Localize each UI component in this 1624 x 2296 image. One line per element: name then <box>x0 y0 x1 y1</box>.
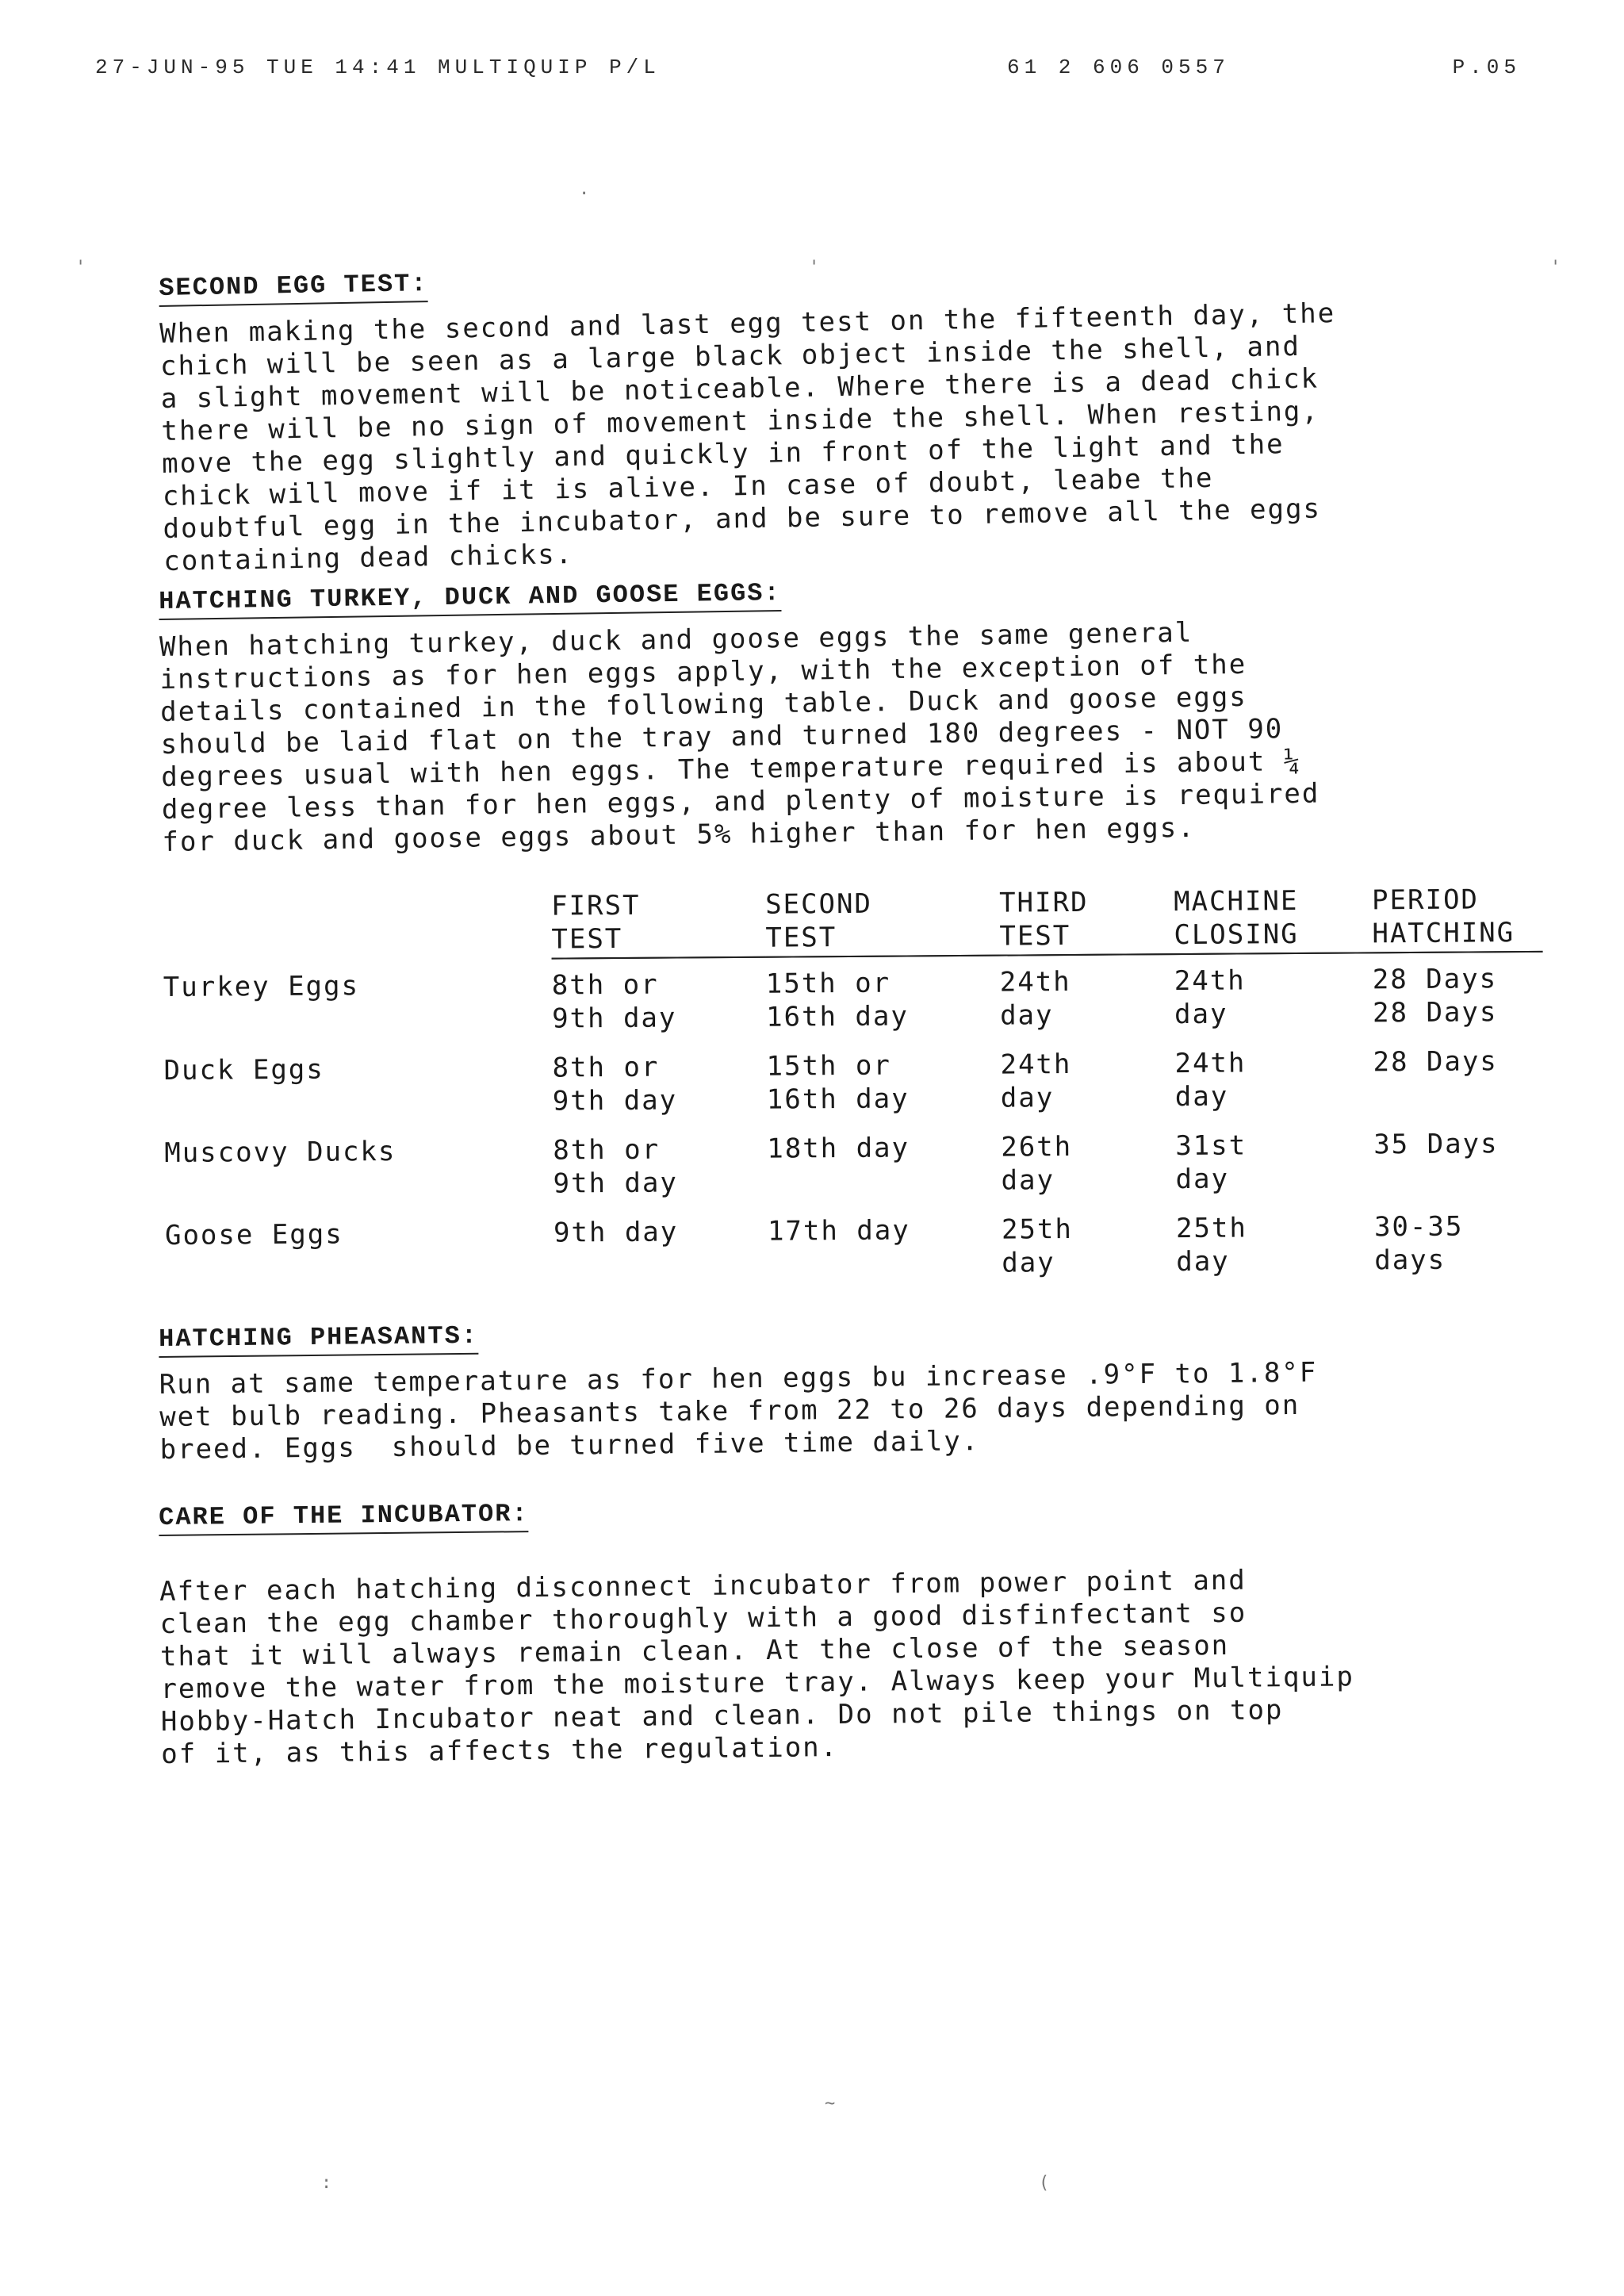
row-name: Duck Eggs <box>163 1053 324 1087</box>
period-hatching-cell: 28 Days <box>1373 1045 1498 1079</box>
table-header-cell: MACHINE CLOSING <box>1174 884 1373 954</box>
scan-speck: : <box>321 2173 332 2193</box>
first-test-cell: 8th or 9th day <box>552 1051 678 1117</box>
period-hatching-cell: 35 Days <box>1373 1128 1499 1161</box>
scan-speck: · <box>579 184 590 204</box>
scan-speck: ' <box>809 258 820 278</box>
third-test-cell: 26th day <box>1001 1130 1073 1197</box>
first-test-cell: 9th day <box>553 1216 679 1249</box>
egg-schedule-table <box>163 883 1545 1292</box>
scan-speck: ' <box>75 258 86 278</box>
third-test-cell: 25th day <box>1001 1213 1074 1279</box>
scan-speck: ' <box>1550 258 1561 278</box>
table-header-cell: PERIOD HATCHING <box>1372 883 1543 953</box>
table-header-cell: THIRD TEST <box>999 885 1174 956</box>
fax-header <box>95 56 1521 87</box>
egg-schedule-table-wrap <box>163 883 1545 1292</box>
table-row <box>165 1200 1545 1292</box>
row-name: Turkey Eggs <box>163 970 360 1003</box>
machine-closing-cell: 24th day <box>1174 1047 1247 1114</box>
section-heading: SECOND EGG TEST: <box>159 269 428 307</box>
section-second-egg-test <box>159 251 1464 578</box>
fax-page-number: P.05 <box>1452 56 1521 79</box>
scan-speck: ~ <box>825 2094 836 2114</box>
second-test-cell: 18th day <box>767 1132 910 1165</box>
table-row <box>163 1035 1544 1127</box>
machine-closing-cell: 31st day <box>1175 1129 1247 1196</box>
section-heading: CARE OF THE INCUBATOR: <box>159 1499 529 1536</box>
section-body: When making the second and last egg test on the fifteenth day, the chich will be seen as a large black object inside the shell, and a slight movement will be noticeable. Where there is a dead chick there will be no sign of movement inside the shell. When resting, move the egg slightly and quickly in front of the light and the chick will move if it is alive. In case of doubt, leabe the doubtful egg in the incubator, and be sure to remove all the eggs containing dead chicks. <box>159 297 1336 577</box>
section-heading: HATCHING TURKEY, DUCK AND GOOSE EGGS: <box>159 578 781 620</box>
table-header-cell: SECOND TEST <box>765 887 1000 957</box>
third-test-cell: 24th day <box>1000 1048 1072 1114</box>
table-header-cell: FIRST TEST <box>551 888 766 959</box>
table-row <box>163 952 1544 1045</box>
table-header-blank <box>163 890 552 961</box>
table-header-row <box>163 883 1543 961</box>
first-test-cell: 8th or 9th day <box>553 1133 679 1200</box>
machine-closing-cell: 24th day <box>1174 964 1246 1031</box>
period-hatching-cell: 28 Days 28 Days <box>1372 963 1498 1029</box>
scan-speck: ( <box>1039 2173 1050 2193</box>
section-heading: HATCHING PHEASANTS: <box>159 1321 478 1358</box>
fax-date-time: 27-JUN-95 TUE 14:41 MULTIQUIP P/L <box>95 56 661 79</box>
table-row <box>164 1117 1545 1209</box>
second-test-cell: 17th day <box>767 1214 910 1248</box>
fax-phone: 61 2 606 0557 <box>1007 56 1230 79</box>
row-name: Muscovy Ducks <box>164 1135 396 1169</box>
machine-closing-cell: 25th day <box>1175 1212 1248 1278</box>
period-hatching-cell: 30-35 days <box>1373 1210 1464 1277</box>
section-body: After each hatching disconnect incubator from power point and clean the egg chamber thoroughly with a good disfinfectant so that it will always remain clean. At the close of the season remove the water from the moisture tray. Always keep your Multiquip Hobby-Hatch Incubator neat and clean. Do not pile things on top of it, as this affects the regulation. <box>159 1564 1355 1770</box>
section-body: When hatching turkey, duck and goose eggs the same general instructions as for hen eggs apply, with the exception of the details contained in the following table. Duck and goose eggs should be laid flat on the tray and turned 180 degrees - NOT 90 degrees usual with hen eggs. The temperature required is about ¼ degree less than for hen eggs, and plenty of moisture is required for duck and goose eggs about 5% higher than for hen eggs. <box>159 616 1320 858</box>
section-hatching-pheasants <box>159 1311 1461 1466</box>
second-test-cell: 15th or 16th day <box>766 1049 910 1116</box>
section-care-of-incubator <box>159 1489 1461 1771</box>
third-test-cell: 24th day <box>999 966 1071 1032</box>
first-test-cell: 8th or 9th day <box>551 968 677 1035</box>
section-hatching-turkey <box>159 569 1463 859</box>
section-body: Run at same temperature as for hen eggs bu increase .9°F to 1.8°F wet bulb reading. Pheasants take from 22 to 26 days depending on breed. Eggs should be turned five time daily. <box>159 1356 1318 1466</box>
second-test-cell: 15th or 16th day <box>765 967 910 1033</box>
row-name: Goose Eggs <box>164 1218 343 1251</box>
